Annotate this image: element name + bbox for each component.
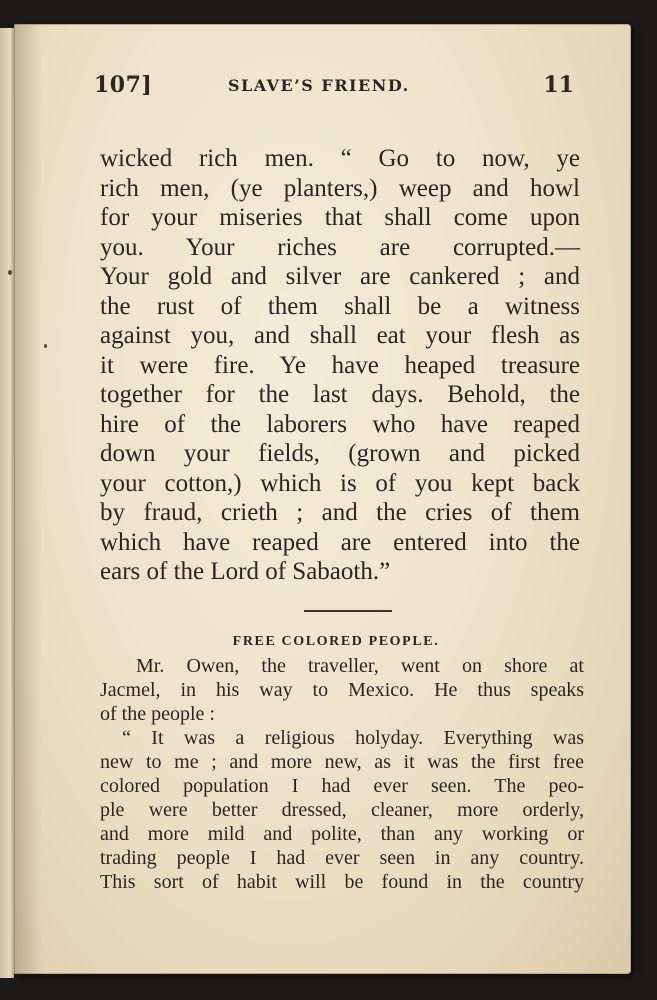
book-page	[14, 24, 631, 974]
text-line: trading people I had ever seen in any country.	[100, 847, 584, 869]
text-line: ears of the Lord of Sabaoth.”	[100, 558, 391, 585]
text-line: and more mild and polite, than any working or	[100, 823, 584, 845]
text-line: which have reaped are entered into the	[100, 528, 580, 556]
page-reference: 107]	[94, 72, 153, 98]
facing-page-edge	[0, 28, 14, 978]
text-line: colored population I had ever seen. The peo-	[100, 775, 584, 797]
text-line: Jacmel, in his way to Mexico. He thus speaks	[100, 679, 584, 701]
text-line: ple were better dressed, cleaner, more orderly,	[100, 799, 584, 821]
scripture-paragraph	[100, 144, 580, 587]
text-line: for your miseries that shall come upon	[100, 204, 580, 231]
section-divider	[304, 610, 392, 612]
paper-speck	[44, 344, 47, 348]
text-line: your cotton,) which is of you kept back	[100, 469, 580, 497]
paper-speck	[8, 270, 12, 275]
text-line: Mr. Owen, the traveller, went on shore at	[136, 655, 584, 677]
text-line: down your fields, (grown and picked	[100, 440, 580, 467]
text-line: it were fire. Ye have heaped treasure	[100, 351, 580, 379]
text-line: together for the last days. Behold, the	[100, 381, 580, 408]
text-line: new to me ; and more new, as it was the first free	[100, 751, 584, 773]
text-line: you. Your riches are corrupted.—	[100, 233, 580, 261]
text-line: of the people :	[100, 703, 215, 725]
running-title: SLAVE’S FRIEND.	[228, 76, 410, 95]
page-number: 11	[543, 72, 574, 98]
text-line: the rust of them shall be a witness	[100, 292, 580, 320]
section-heading: FREE COLORED PEOPLE.	[232, 634, 440, 649]
text-line: wicked rich men. “ Go to now, ye	[100, 145, 580, 172]
text-line: “ It was a religious holyday. Everything was	[122, 727, 584, 749]
text-line: rich men, (ye planters,) weep and howl	[100, 174, 580, 202]
section-paragraph	[100, 654, 584, 894]
text-line: This sort of habit will be found in the country	[100, 871, 584, 893]
running-head	[94, 72, 574, 106]
text-line: by fraud, crieth ; and the cries of them	[100, 499, 580, 526]
text-line: against you, and shall eat your flesh as	[100, 322, 580, 349]
text-line: hire of the laborers who have reaped	[100, 410, 580, 438]
text-line: Your gold and silver are cankered ; and	[100, 263, 580, 290]
